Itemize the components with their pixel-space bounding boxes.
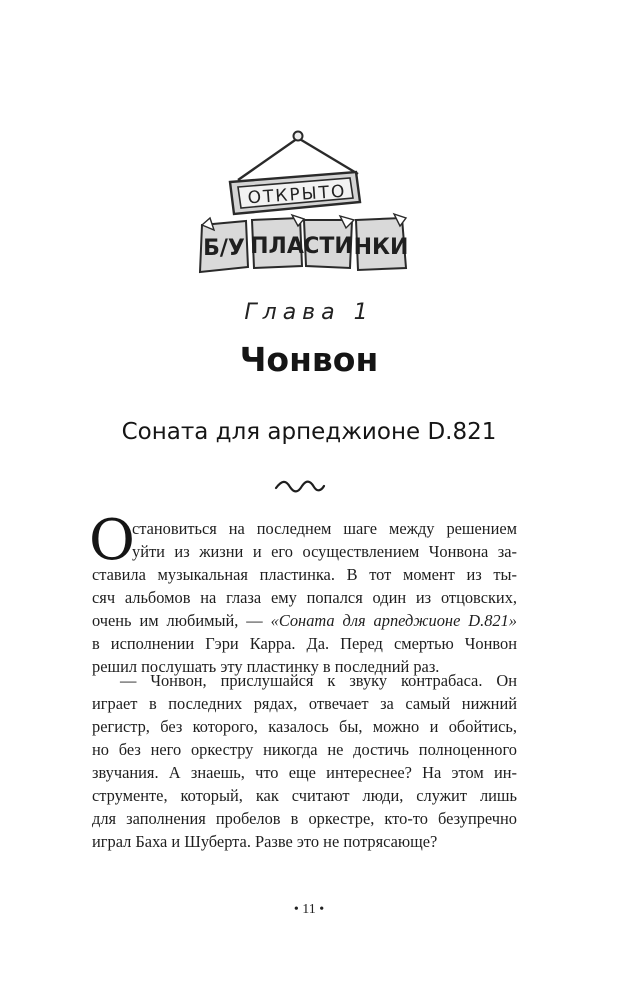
open-sign: [230, 172, 360, 214]
tile-3-text: СТИ: [303, 234, 353, 259]
chapter-subtitle: Соната для арпеджионе D.821: [121, 419, 497, 445]
paragraph-1-line: решил послушать эту пластинку в последний раз.: [92, 657, 440, 676]
page-number: • 11 •: [293, 902, 325, 917]
paragraph-2: [92, 669, 517, 853]
album-title: «Соната для арпеджионе D.821»: [270, 611, 517, 630]
paragraph-1-line-start: очень им любимый, —: [92, 611, 271, 630]
paragraph-2-line: регистр, без которого, казалось бы, можно и обойтись,: [92, 717, 517, 736]
record-shop-sign-illustration: [180, 122, 420, 292]
paragraph-1-line: в исполнении Гэри Карра. Да. Перед смертью Чонвон: [92, 634, 517, 653]
paragraph-1-line: уйти из жизни и его осуществлением Чонвона за-: [132, 542, 517, 561]
tile-4-text: НКИ: [353, 235, 409, 260]
paragraph-2-line: играет в последних рядах, отвечает за самый нижний: [92, 694, 517, 713]
chapter-number: Глава 1: [244, 300, 374, 325]
paragraph-2-line: но без него оркестру никогда не достичь полноценного: [92, 740, 517, 759]
chapter-title: Чонвон: [239, 340, 379, 379]
paragraph-2-line: для заполнения пробелов в оркестре, кто-то безупречно: [92, 809, 517, 828]
paragraph-2-line: — Чонвон, прислушайся к звуку контрабаса. Он: [120, 671, 517, 690]
tile-3: [303, 216, 354, 268]
paragraph-1-line: ставила музыкальная пластинка. В тот момент из ты-: [92, 565, 517, 584]
drop-cap: О: [89, 508, 135, 573]
paragraph-1: [89, 508, 517, 678]
tile-1: [200, 218, 248, 272]
tile-1-text: Б/У: [203, 236, 245, 261]
paragraph-1-line-with-title: [92, 609, 517, 632]
tile-2: [250, 215, 304, 268]
hanging-sign-svg: [180, 122, 420, 292]
sign-nail-icon: [294, 132, 303, 141]
tile-2-text: ПЛА: [250, 234, 304, 259]
paragraph-2-line: звучания. А знаешь, что еще интереснее? На этом ин-: [92, 763, 517, 782]
paragraph-1-line: становиться на последнем шаге между решением: [132, 519, 517, 538]
wave-ornament-icon: [274, 478, 326, 494]
paragraph-2-line: струменте, который, как считают люди, служит лишь: [92, 786, 517, 805]
paragraph-2-line: играл Баха и Шуберта. Разве это не потрясающе?: [92, 832, 438, 851]
tile-4: [354, 214, 409, 270]
open-sign-text: ОТКРЫТО: [247, 181, 348, 209]
paragraph-1-line: сяч альбомов на глаза ему попался один из отцовских,: [92, 588, 517, 607]
